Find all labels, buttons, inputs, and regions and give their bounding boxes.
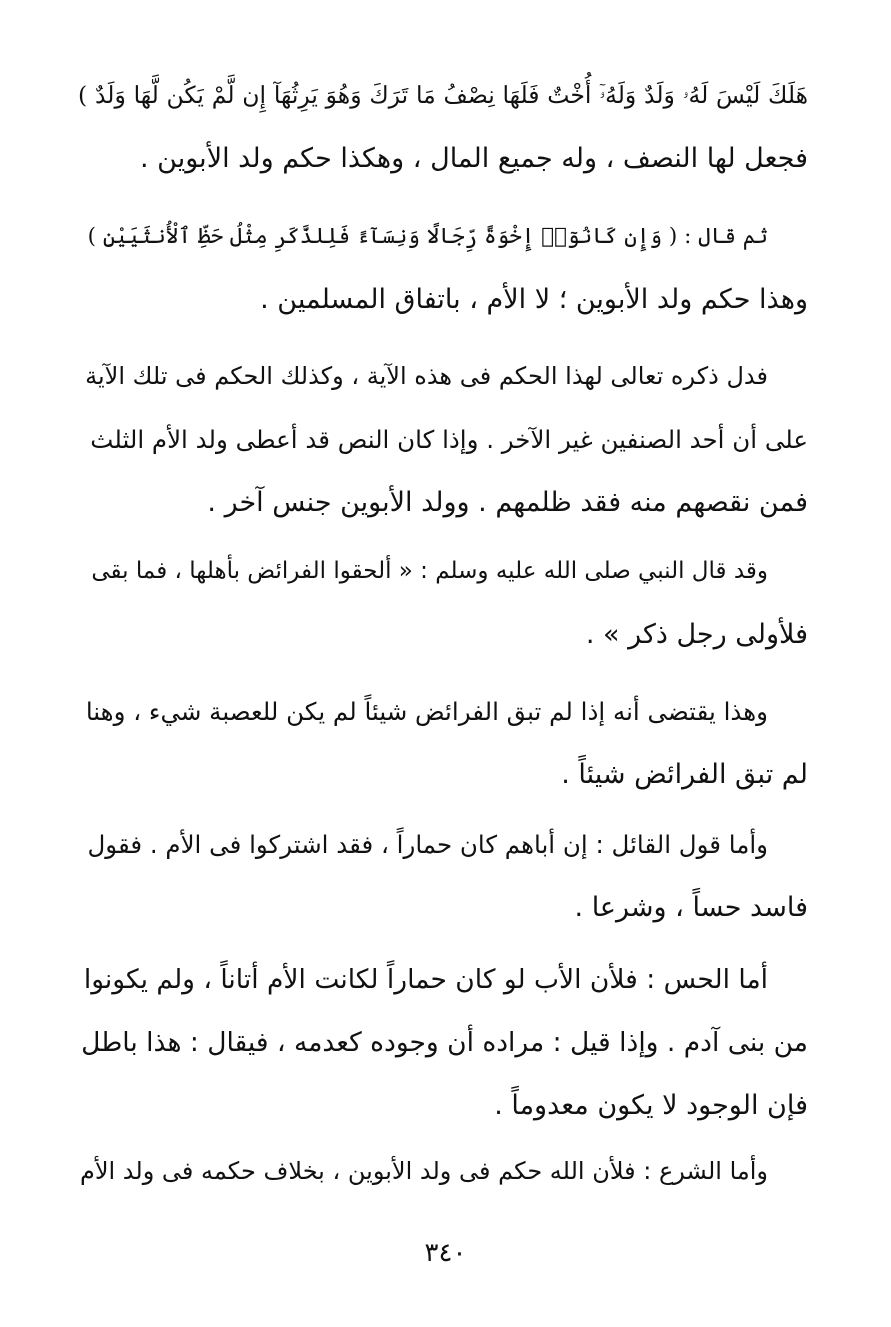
paragraph-8 (78, 1140, 808, 1203)
text-line: وقد قال النبي صلى الله عليه وسلم : « ألحقوا الفرائض بأهلها ، فما بقى (91, 558, 768, 584)
paragraph-4 (78, 540, 808, 666)
text-line: من بنى آدم . وإذا قيل : مراده أن وجوده كعدمه ، فيقال : هذا باطل (81, 1027, 808, 1058)
text-line: فمن نقصهم منه فقد ظلمهم . وولد الأبوين جنس آخر . (207, 487, 808, 518)
text-line: لم تبق الفرائض شيئاً . (561, 759, 808, 790)
text-line: فدل ذكره تعالى لهذا الحكم فى هذه الآية ، وكذلك الحكم فى تلك الآية (85, 362, 768, 390)
text-line: أما الحس : فلأن الأب لو كان حماراً لكانت الأم أتاناً ، ولم يكونوا (83, 964, 768, 995)
text-line: وهذا يقتضى أنه إذا لم تبق الفرائض شيئاً لم يكن للعصبة شيء ، وهنا (85, 697, 768, 726)
text-line: وأما قول القائل : إن أباهم كان حماراً ، فقد اشتركوا فى الأم . فقول (87, 830, 768, 859)
paragraph-1 (78, 64, 808, 190)
paragraph-3 (78, 345, 808, 534)
text-line: فلأولى رجل ذكر » . (585, 619, 808, 650)
text-line: فإن الوجود لا يكون معدوماً . (494, 1090, 808, 1121)
text-line: على أن أحد الصنفين غير الآخر . وإذا كان النص قد أعطى ولد الأم الثلث (90, 425, 808, 454)
paragraph-6 (78, 813, 808, 939)
paragraph-7 (78, 948, 808, 1137)
text-line: وهذا حكم ولد الأبوين ؛ لا الأم ، باتفاق المسلمين . (260, 284, 808, 315)
paragraph-5 (78, 680, 808, 806)
page-number: ٣٤٠ (424, 1238, 467, 1268)
text-line: فجعل لها النصف ، وله جميع المال ، وهكذا حكم ولد الأبوين . (140, 143, 808, 174)
paragraph-2 (78, 205, 808, 331)
quran-verse-line: هَلَكَ لَيْسَ لَهُۥ وَلَدٌ وَلَهُۥٓ أُخْتٌ فَلَهَا نِصْفُ مَا تَرَكَ وَهُوَ يَرِثُهَآ إِن لَّمْ يَكُن لَّهَا وَلَدٌ ) (78, 81, 808, 109)
text-line: وأما الشرع : فلأن الله حكم فى ولد الأبوين ، بخلاف حكمه فى ولد الأم (79, 1157, 768, 1185)
text-line: فاسد حساً ، وشرعا . (574, 892, 808, 923)
quran-verse-line: ثم قال : ( وَإِن كَانُوٓا۟ إِخْوَةً رِّجَالًا وَنِسَآءً فَلِلذَّكَرِ مِثْلُ حَظِّ ٱلْأُنثَيَيْنِ ) (87, 224, 768, 249)
